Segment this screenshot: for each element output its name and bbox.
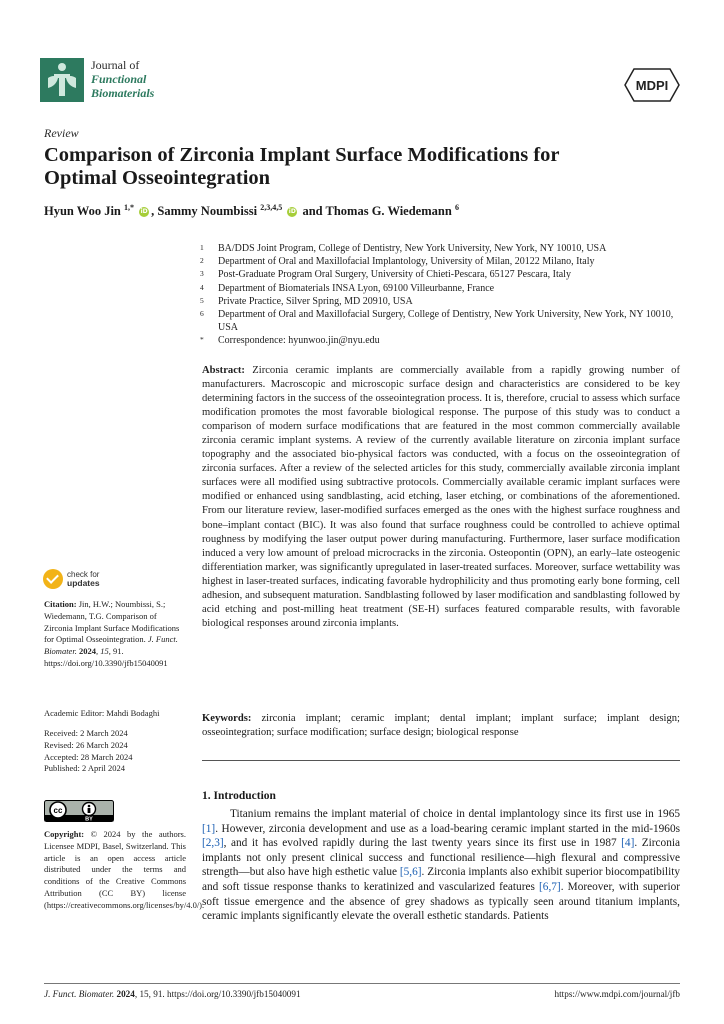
affiliation-text: Post-Graduate Program Oral Surgery, University of Chieti-Pescara, 65127 Pescara, Italy (218, 269, 571, 281)
section-divider (202, 760, 680, 761)
abstract (202, 364, 680, 631)
introduction-paragraph (202, 807, 680, 924)
footer-citation (44, 989, 301, 999)
publication-dates (44, 728, 186, 775)
check-for-updates-label (67, 570, 100, 588)
affiliation-number: 4 (200, 282, 204, 292)
paragraph-text: . Zirconia implants also exhibit superior biocompatibility and soft tissue response thanks to keratinized and vascularized features (202, 866, 680, 893)
mdpi-logo-icon (624, 68, 680, 102)
affiliation-number: 6 (200, 309, 204, 319)
keywords (202, 712, 680, 740)
reference-link[interactable]: [6,7] (539, 880, 561, 893)
citation-volume: , 15 (95, 646, 109, 657)
check-line2: updates (67, 578, 100, 588)
affiliation-item (200, 255, 690, 268)
footer-journal: J. Funct. Biomater. (44, 989, 115, 999)
affiliation-item (200, 295, 690, 308)
paragraph-text: , and it has evolved rapidly during the last twenty years since its first use in 1987 (223, 837, 622, 850)
author-affiliation-sup: 2,3,4,5 (260, 203, 283, 212)
affiliation-number: 3 (200, 269, 204, 279)
accepted-date: Accepted: 28 March 2024 (44, 751, 133, 762)
paragraph-text: . However, zirconia development and use as a load-bearing ceramic implant started in the mid-1960s (215, 822, 680, 835)
article-title (44, 144, 684, 190)
published-date: Published: 2 April 2024 (44, 763, 125, 774)
keywords-text: zirconia implant; ceramic implant; dental implant; implant surface; implant design; osseointegration; surface modification; surface design; biological response (202, 713, 680, 739)
keywords-label: Keywords: (202, 713, 252, 724)
author-separator: and (299, 204, 326, 219)
reference-link[interactable]: [5,6] (399, 866, 422, 879)
copyright-notice (44, 829, 205, 912)
revised-date: Revised: 26 March 2024 (44, 739, 128, 750)
citation-journal: J. Funct. Biomater. (44, 634, 178, 657)
citation-text: Jin, H.W.; Noumbissi, S.; Wiedemann, T.G. Comparison of Zirconia Implant Surface Modifications for Optimal Osseointegration. (44, 599, 180, 645)
affiliation-text: BA/DDS Joint Program, College of Dentistry, New York University, New York, NY 10010, USA (218, 243, 607, 254)
affiliation-text: Department of Biomaterials INSA Lyon, 69100 Villeurbanne, France (218, 282, 495, 294)
author-affiliation-sup: 1,* (124, 203, 135, 212)
copyright-text: © 2024 by the authors. Licensee MDPI, Basel, Switzerland. This article is an open access article distributed under the terms and conditions of the Creative Commons Attribution (CC BY) license (https://creativecommons.org/licenses/by/4.0/). (44, 829, 205, 910)
affiliation-item (200, 308, 690, 334)
journal-name-line3: Biomaterials (91, 86, 155, 100)
citation-label: Citation: (44, 599, 77, 609)
footer-year: 2024 (114, 989, 135, 999)
affiliation-text: Department of Oral and Maxillofacial Implantology, University of Milan, 20122 Milano, Italy (218, 256, 595, 268)
affiliation-item (200, 242, 690, 255)
academic-editor: Academic Editor: Mahdi Bodaghi (44, 708, 160, 718)
orcid-icon[interactable]: iD (288, 208, 296, 216)
orcid-icon[interactable]: iD (140, 208, 148, 216)
citation-block (44, 599, 186, 670)
affiliation-text: Department of Oral and Maxillofacial Surgery, College of Dentistry, New York University, New York, NY 10010, USA (218, 309, 674, 334)
author-separator: , (151, 204, 158, 219)
affiliation-item (200, 282, 690, 295)
footer-journal-url[interactable]: https://www.mdpi.com/journal/jfb (554, 989, 680, 999)
check-line1: check for (67, 570, 100, 579)
affiliation-text: Private Practice, Silver Spring, MD 20910, USA (218, 295, 413, 307)
reference-link[interactable]: [1] (202, 822, 216, 835)
author-name[interactable]: Hyun Woo Jin (44, 204, 121, 219)
affiliation-number: * (200, 335, 204, 345)
cc-label: BY (85, 816, 93, 822)
journal-name-line2: Functional (91, 72, 147, 86)
affiliation-list (200, 242, 690, 348)
abstract-label: Abstract: (202, 365, 245, 376)
svg-text:cc: cc (53, 806, 63, 815)
check-icon (43, 569, 63, 589)
footer-divider (44, 983, 680, 984)
footer-doi[interactable]: , 15, 91. https://doi.org/10.3390/jfb15040091 (134, 989, 301, 999)
journal-logo-icon (40, 58, 84, 102)
affiliation-item (200, 268, 690, 281)
affiliation-number: 2 (200, 256, 204, 266)
section-heading: 1. Introduction (202, 790, 276, 802)
paragraph-text: Titanium remains the implant material of choice in dental implantology since its first use in 1965 (230, 808, 680, 820)
author-name[interactable]: Sammy Noumbissi (157, 204, 258, 219)
citation-year: 2024 (76, 646, 96, 657)
paragraph-text: . Zirconia implants not only present clinical success and functional resilience—high flexural and compressive strength—but also have high esthetic value (202, 837, 680, 879)
article-type: Review (44, 126, 79, 140)
reference-link[interactable]: [2,3] (202, 837, 224, 850)
cc-by-license-icon[interactable] (44, 800, 114, 822)
article-title-line1: Comparison of Zirconia Implant Surface Modifications for (44, 144, 560, 166)
check-for-updates-button[interactable] (43, 569, 113, 591)
citation-doi[interactable]: , 91. https://doi.org/10.3390/jfb15040091 (44, 646, 168, 668)
paragraph-text: . Moreover, with superior soft tissue emergence and the absence of grey shadows as typically seen around titanium implants, ceramic implants significantly elevate the overall esthetic standards. Patients (202, 880, 680, 923)
author-affiliation-sup: 6 (454, 203, 459, 212)
affiliation-number: 5 (200, 295, 204, 305)
author-list (44, 203, 459, 219)
copyright-label: Copyright: (44, 829, 85, 839)
abstract-text: Zirconia ceramic implants are commercially available from a rapidly growing number of manufacturers. Macroscopic and microscopic surface design and characteristics are considered to be key determining factors in the success of the osseointegration process. It is, therefore, crucial to assess which surface modification promotes the most favorable biological response. The purpose of this study was to conduct a comparison of modern surface modifications that are featured in the most common commercially available zirconia ceramic implant systems. A review of the currently available literature on zirconia implant surface topography and the associated bio-physical factors was conducted, with a focus on the osseointegration of zirconia surfaces. After a review of the selected articles for this study, commercially available zirconia implant surfaces were all modified using subtractive protocols. Commercially available ceramic implant surfaces were modified or enhanced using sandblasting, acid etching, laser etching, or combinations of the aforementioned. From our literature review, laser-modified surfaces emerged as the ones with the highest surface roughness and bone–implant contact (BIC). It was also found that surface roughness could be controlled to achieve optimal roughness by modifying the laser output power during manufacturing. Furthermore, laser surface modification induced a very low amount of preload microcracks in the zirconia. Osteopontin (OPN), an early–late osteogenic differentiation marker, was significantly upregulated in laser-treated surfaces. Moreover, surface wettability was highest in laser-treated surfaces, indicating favorable hydrophilicity and thus promoting early bone forming, cell adhesion, and subsequent maturation. Sandblasting followed by laser modification and sandblasting followed by acid etching and post-milling heat treatment (SE-H) surfaces featured comparable results, with favorable biological responses around zirconia implants. (202, 365, 680, 629)
author-name[interactable]: Thomas G. Wiedemann (325, 204, 452, 219)
received-date: Received: 2 March 2024 (44, 728, 128, 738)
affiliation-number: 1 (200, 243, 204, 252)
publisher-name: MDPI (635, 78, 669, 93)
correspondence-item (200, 334, 690, 347)
journal-name (91, 58, 154, 100)
journal-name-line1: Journal of (91, 58, 140, 72)
correspondence-text[interactable]: Correspondence: hyunwoo.jin@nyu.edu (218, 335, 380, 347)
reference-link[interactable]: [4] (621, 837, 635, 850)
article-title-line2: Optimal Osseointegration (44, 167, 271, 189)
